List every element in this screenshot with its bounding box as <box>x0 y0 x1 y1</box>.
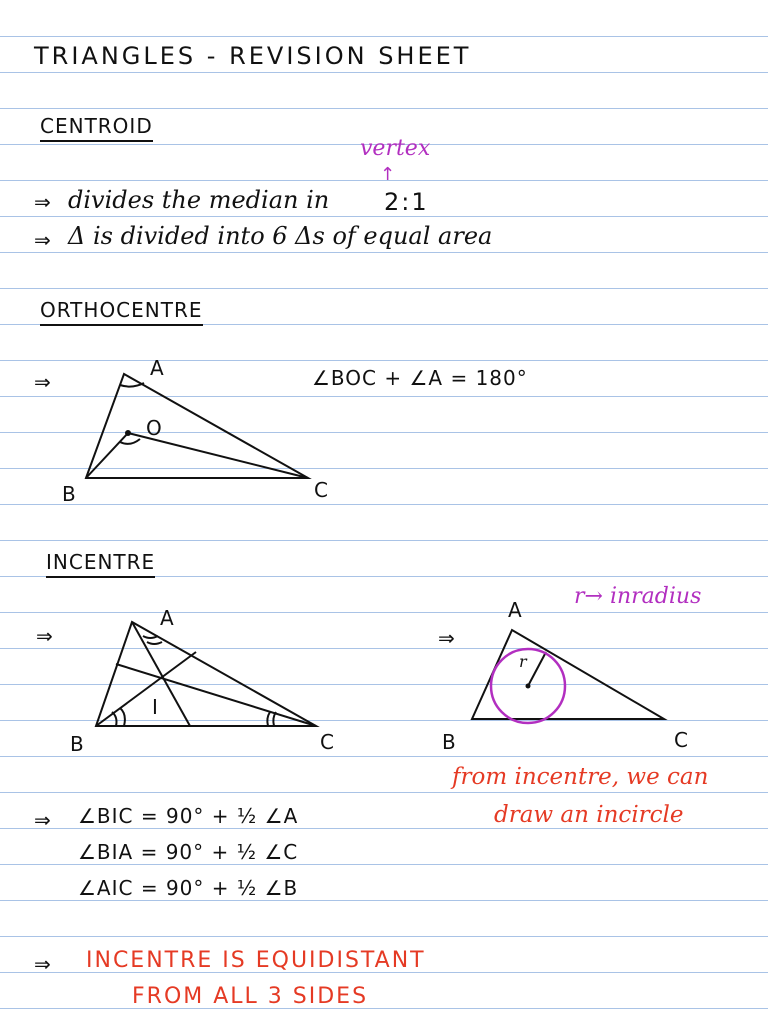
incircle-note-line2: draw an incircle <box>494 802 684 828</box>
conclusion-line1: INCENTRE IS EQUIDISTANT <box>86 948 426 973</box>
orthocentre-heading: ORTHOCENTRE <box>40 300 203 326</box>
incentre-heading: INCENTRE <box>46 552 155 578</box>
page-title: TRIANGLES - REVISION SHEET <box>34 42 472 70</box>
incentre-triangle <box>96 622 316 726</box>
centroid-heading: CENTROID <box>40 116 153 142</box>
centroid-ratio: 2:1 <box>384 188 429 216</box>
angle-a-mark-2 <box>147 642 162 644</box>
incircle-triangle <box>472 630 664 719</box>
label-a: A <box>508 598 522 622</box>
label-b: B <box>442 730 456 754</box>
inradius-note: r→ inradius <box>574 584 702 609</box>
formula-bic: ∠BIC = 90° + ½ ∠A <box>78 804 299 828</box>
orthocentre-formula: ∠BOC + ∠A = 180° <box>312 366 528 390</box>
label-c: C <box>320 730 334 754</box>
conclusion-line2: FROM ALL 3 SIDES <box>132 984 369 1009</box>
formula-bia: ∠BIA = 90° + ½ ∠C <box>78 840 299 864</box>
bullet-arrow-icon: ⇒ <box>438 626 455 650</box>
incentre-point <box>526 684 531 689</box>
label-b: B <box>70 732 84 756</box>
formula-aic: ∠AIC = 90° + ½ ∠B <box>78 876 299 900</box>
angle-b-mark-2 <box>120 708 125 726</box>
label-c: C <box>674 728 688 752</box>
incircle-note-line1: from incentre, we can <box>452 764 709 790</box>
label-c: C <box>314 478 328 502</box>
centroid-median-text: divides the median in <box>68 186 330 214</box>
vertex-annotation: vertex <box>360 136 431 161</box>
up-arrow-icon: ↑ <box>380 164 396 185</box>
bullet-arrow-icon: ⇒ <box>36 624 53 648</box>
label-b: B <box>62 482 76 506</box>
centroid-area-text: Δ is divided into 6 Δs of equal area <box>68 222 493 250</box>
incircle-triangle-diagram <box>472 630 664 719</box>
angle-c-mark-2 <box>273 712 276 726</box>
angle-c-mark <box>267 712 270 726</box>
bullet-arrow-icon: ⇒ <box>34 952 51 976</box>
bisector-c <box>116 664 316 726</box>
bullet-arrow-icon: ⇒ <box>34 370 51 394</box>
label-i: I <box>152 695 158 719</box>
bullet-arrow-icon: ⇒ <box>34 190 51 214</box>
label-a: A <box>160 606 174 630</box>
bisector-b <box>96 652 196 726</box>
bullet-arrow-icon: ⇒ <box>34 228 51 252</box>
inradius-line <box>528 652 546 686</box>
label-o: O <box>146 416 162 440</box>
angle-a-mark-1 <box>143 636 158 638</box>
incentre-triangle-diagram <box>96 622 316 726</box>
bullet-arrow-icon: ⇒ <box>34 808 51 832</box>
label-a: A <box>150 356 164 380</box>
label-r: r <box>519 652 527 671</box>
